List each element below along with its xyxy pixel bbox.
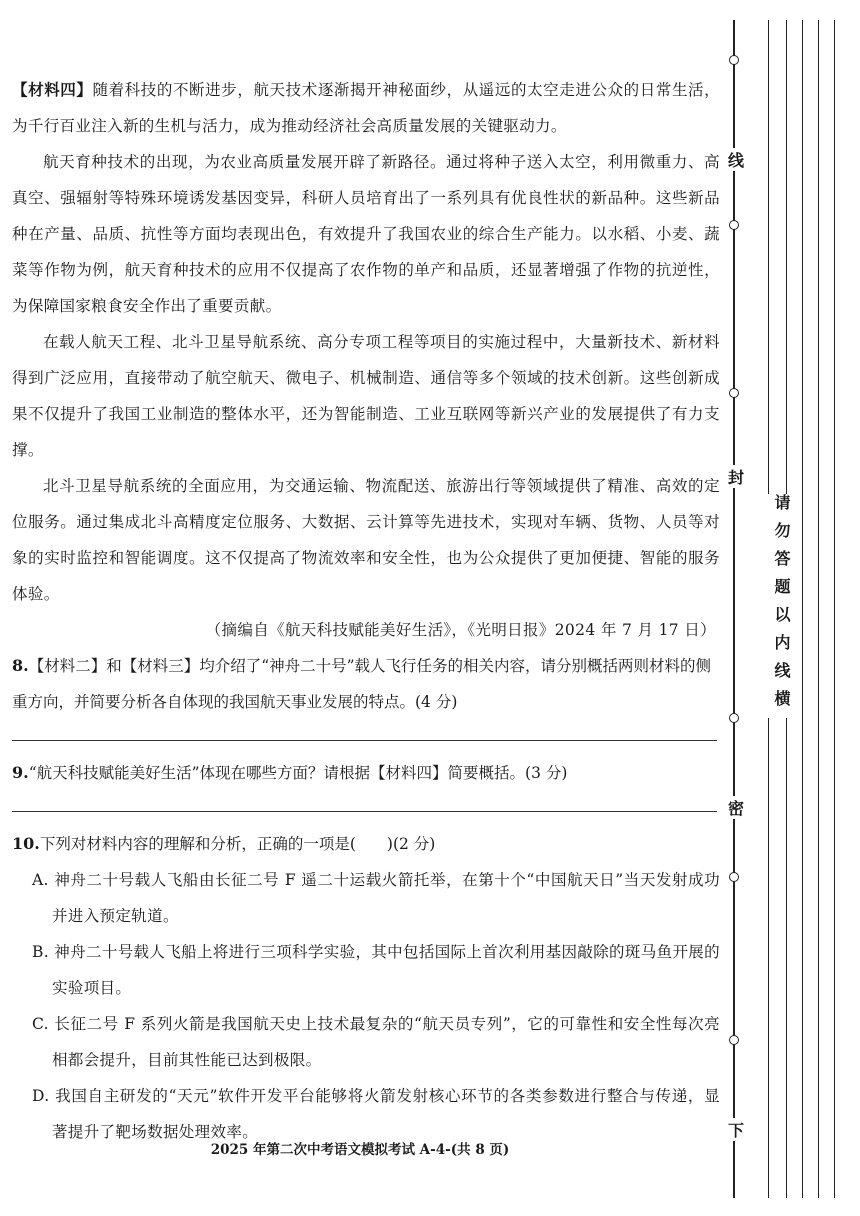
- binding-circle: [729, 872, 739, 882]
- question-9-number: 9.: [12, 763, 29, 782]
- binding-guide-line: [818, 20, 819, 1198]
- binding-circle: [729, 220, 739, 230]
- question-9-answer-line[interactable]: [12, 811, 717, 812]
- binding-guide-line: [802, 20, 803, 1198]
- binding-circle: [729, 55, 739, 65]
- material4-source: （摘编自《航天科技赋能美好生活》，《光明日报》2024 年 7 月 17 日）: [205, 621, 716, 639]
- main-content: [12, 72, 720, 1150]
- question-8-number: 8.: [12, 656, 29, 675]
- question-10-number: 10.: [12, 834, 40, 853]
- question-10-option-b[interactable]: B. 神舟二十号载人飞船上将进行三项科学实验，其中包括国际上首次利用基因敲除的斑马鱼开展的实验项目。: [32, 943, 720, 997]
- material4-paragraph-4: 北斗卫星导航系统的全面应用，为交通运输、物流配送、旅游出行等领域提供了精准、高效的定位服务。通过集成北斗高精度定位服务、大数据、云计算等先进技术，实现对车辆、货物、人员等对象的实时监控和智能调度。这不仅提高了物流效率和安全性，也为公众提供了更加便捷、智能的服务体验。: [12, 477, 720, 603]
- material4-tag: 【材料四】: [12, 80, 93, 99]
- binding-guide-line: [834, 20, 835, 1198]
- binding-circle: [729, 388, 739, 398]
- question-10-text: 下列对材料内容的理解和分析，正确的一项是( )(2 分): [39, 835, 436, 853]
- binding-warning-text: 请勿答题以内线横: [772, 494, 791, 718]
- binding-circle: [729, 1035, 739, 1045]
- binding-warning-note: [768, 494, 794, 718]
- question-10-option-c[interactable]: C. 长征二号 F 系列火箭是我国航天史上技术最复杂的“航天员专列”，它的可靠性和安全性每次亮相都会提升，目前其性能已达到极限。: [32, 1015, 720, 1069]
- binding-label-xian: 线: [725, 148, 747, 171]
- question-8-text: 【材料二】和【材料三】均介绍了“神舟二十号”载人飞行任务的相关内容，请分别概括两则材料的侧重方向，并简要分析各自体现的我国航天事业发展的特点。(4 分): [12, 657, 712, 711]
- page-footer: 2025 年第二次中考语文模拟考试 A-4-(共 8 页): [210, 1142, 510, 1158]
- material4-paragraph-2: 航天育种技术的出现，为农业高质量发展开辟了新路径。通过将种子送入太空，利用微重力、高真空、强辐射等特殊环境诱发基因变异，科研人员培育出了一系列具有优良性状的新品种。这些新品种在产量、品质、抗性等方面均表现出色，有效提升了我国农业的综合生产能力。以水稻、小麦、蔬菜等作物为例，航天育种技术的应用不仅提高了农作物的单产和品质，还显著增强了作物的抗逆性，为保障国家粮食安全作出了重要贡献。: [12, 153, 720, 315]
- question-9-text: “航天科技赋能美好生活”体现在哪些方面？请根据【材料四】简要概括。(3 分): [28, 764, 568, 782]
- binding-line: [733, 20, 735, 1198]
- binding-circle: [729, 713, 739, 723]
- question-10: [12, 826, 720, 862]
- material4-paragraph-3: 在载人航天工程、北斗卫星导航系统、高分专项工程等项目的实施过程中，大量新技术、新材料得到广泛应用，直接带动了航空航天、微电子、机械制造、通信等多个领域的技术创新。这些创新成果不仅提升了我国工业制造的整体水平，还为智能制造、工业互联网等新兴产业的发展提供了有力支撑。: [12, 333, 720, 459]
- binding-label-mi: 密: [725, 796, 747, 819]
- question-8-answer-line[interactable]: [12, 740, 717, 741]
- question-9: [12, 755, 720, 791]
- question-8: [12, 648, 720, 720]
- binding-label-feng: 封: [725, 465, 747, 488]
- material4-intro: 【材料四】随着科技的不断进步，航天技术逐渐揭开神秘面纱，从遥远的太空走进公众的日常生活，为千行百业注入新的生机与活力，成为推动经济社会高质量发展的关键驱动力。: [12, 80, 720, 135]
- binding-label-xia: 下: [725, 1118, 747, 1141]
- question-10-option-d[interactable]: D. 我国自主研发的“天元”软件开发平台能够将火箭发射核心环节的各类参数进行整合与传递，显著提升了靶场数据处理效率。: [32, 1087, 720, 1141]
- question-10-option-a[interactable]: A. 神舟二十号载人飞船由长征二号 F 遥二十运载火箭托举，在第十个“中国航天日”当天发射成功并进入预定轨道。: [32, 871, 720, 925]
